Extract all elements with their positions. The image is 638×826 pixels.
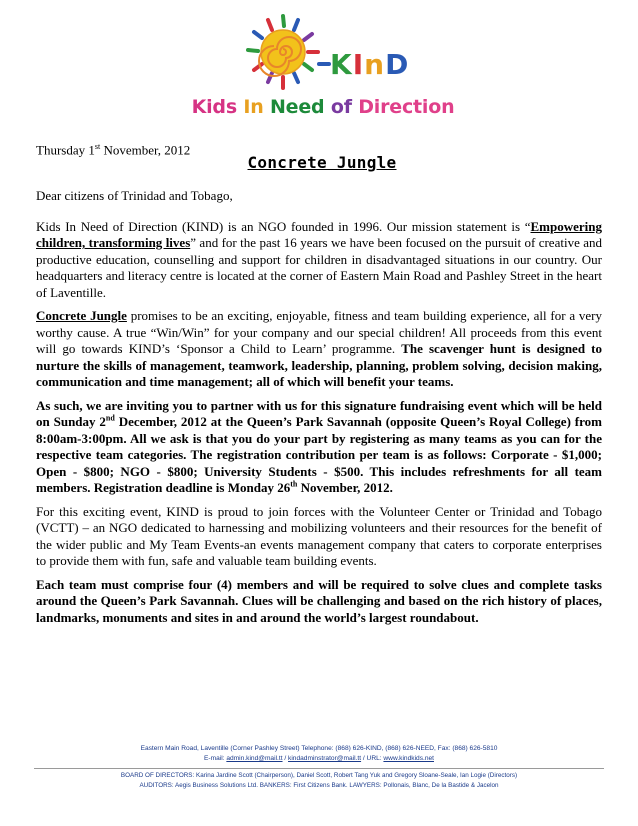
logo-wordmark	[330, 48, 409, 81]
email-prefix: E-mail:	[204, 755, 227, 762]
tagline-need: Need	[269, 96, 325, 118]
website-link[interactable]: www.kindkids.net	[383, 755, 434, 762]
p2-text-c: The scavenger hunt is designed to nurture the skills of management, teamwork, leadership, planning, problem solving, decision making, communication and time management; all of which will benefit your teams.	[36, 341, 602, 389]
logo-letter-d: D	[385, 48, 410, 81]
date-rest: November, 2012	[100, 142, 191, 158]
p3-sup-th: th	[290, 479, 298, 489]
logo-letter-k: K	[330, 48, 353, 81]
footer-address: Eastern Main Road, Laventille (Corner Pashley Street) Telephone: (868) 626-KIND, (868) 626-NEED, Fax: (868) 626-5810	[140, 745, 498, 752]
p3-sup-nd: nd	[105, 413, 115, 423]
footer-board	[0, 771, 638, 791]
footer-email-line	[0, 754, 638, 764]
email-link-administrator[interactable]: kindadminstrator@mail.tt	[288, 755, 362, 762]
p1-text-c: ” and for the past 16 years we have been focused on the pursuit of creative and productive education, counselling and support for children in disadvantaged situations in our country. Our headquarters and literacy centre is located at the corner of Eastern Main Road and Pashley Street in the heart of Laventille.	[36, 235, 603, 300]
date-suffix: st	[94, 142, 101, 151]
p2-text-b: promises to be an exciting, enjoyable, fitness and team building experience, all for a very worthy cause. A true “Win/Win” for your company and our special children! All proceeds from this event will go towards KIND’s ‘Sponsor a Child to Learn’ programme.	[36, 308, 602, 356]
event-name: Concrete Jungle	[36, 308, 127, 323]
date-day: Thursday 1	[36, 142, 95, 158]
board-of-directors: BOARD OF DIRECTORS: Karina Jardine Scott (Chairperson), Daniel Scott, Robert Tang Yuk and Gregory Sloane-Seale, Ian Logie (Directors)	[120, 772, 518, 779]
logo-letter-i: I	[352, 48, 365, 81]
letter-date	[36, 142, 190, 158]
paragraph-event	[36, 308, 602, 391]
email-separator: /	[282, 755, 289, 762]
event-title: Concrete Jungle	[247, 153, 397, 172]
paragraph-intro	[36, 219, 602, 302]
footer-contact	[0, 744, 638, 764]
p3-text-a: As such, we are inviting you to partner with us for this signature fundraising event which will be held on Sunday 2	[36, 397, 602, 429]
letter-body	[36, 188, 602, 633]
logo-tagline	[178, 96, 468, 118]
footer-divider	[34, 768, 604, 769]
p3-text-b: December, 2012 at the Queen’s Park Savannah (opposite Queen’s Royal College) from 8:00am-3:00pm. All we ask is that you do your part by registering as many teams as you can for the respective team categories. The registration contribution per team is as follows: Corporate - $1,000; Open - $800; NGO - $800; University Students - $500. This includes refreshments for all team members. Registration deadline is Monday 26	[36, 414, 602, 495]
url-prefix: / URL:	[361, 755, 384, 762]
paragraph-teams: Each team must comprise four (4) members and will be required to solve clues and complete tasks around the Queen’s Park Savannah. Clues will be challenging and based on the rich history of places, landmarks, monuments and sites in and around the world’s largest roundabout.	[36, 576, 602, 625]
paragraph-invitation	[36, 398, 602, 497]
kind-logo	[228, 12, 428, 94]
tagline-direction: Direction	[358, 96, 455, 118]
tagline-kids: Kids	[191, 96, 237, 118]
email-link-admin[interactable]: admin.kind@mail.tt	[226, 755, 283, 762]
mission-statement: Empowering children, transforming lives	[36, 218, 602, 250]
paragraph-partners: For this exciting event, KIND is proud to join forces with the Volunteer Center or Trinidad and Tobago (VCTT) – an NGO dedicated to harnessing and mobilizing volunteers and their resources for the benefit of the wider public and My Team Events-an events management company that caters to corporate enterprises to provide them with fun, safe and valuable team building events.	[36, 503, 602, 568]
tagline-of: of	[330, 96, 352, 118]
auditors-bankers-lawyers: AUDITORS: Aegis Business Solutions Ltd. BANKERS: First Citizens Bank. LAWYERS: Pollonais, Blanc, De la Bastide & Jacelon	[139, 782, 499, 789]
p1-text-a: Kids In Need of Direction (KIND) is an NGO founded in 1996. Our mission statement is “	[36, 218, 531, 234]
tagline-in: In	[243, 96, 264, 118]
logo-letter-n: n	[364, 48, 386, 81]
p3-text-c: November, 2012.	[297, 480, 393, 495]
salutation: Dear citizens of Trinidad and Tobago,	[36, 188, 233, 203]
